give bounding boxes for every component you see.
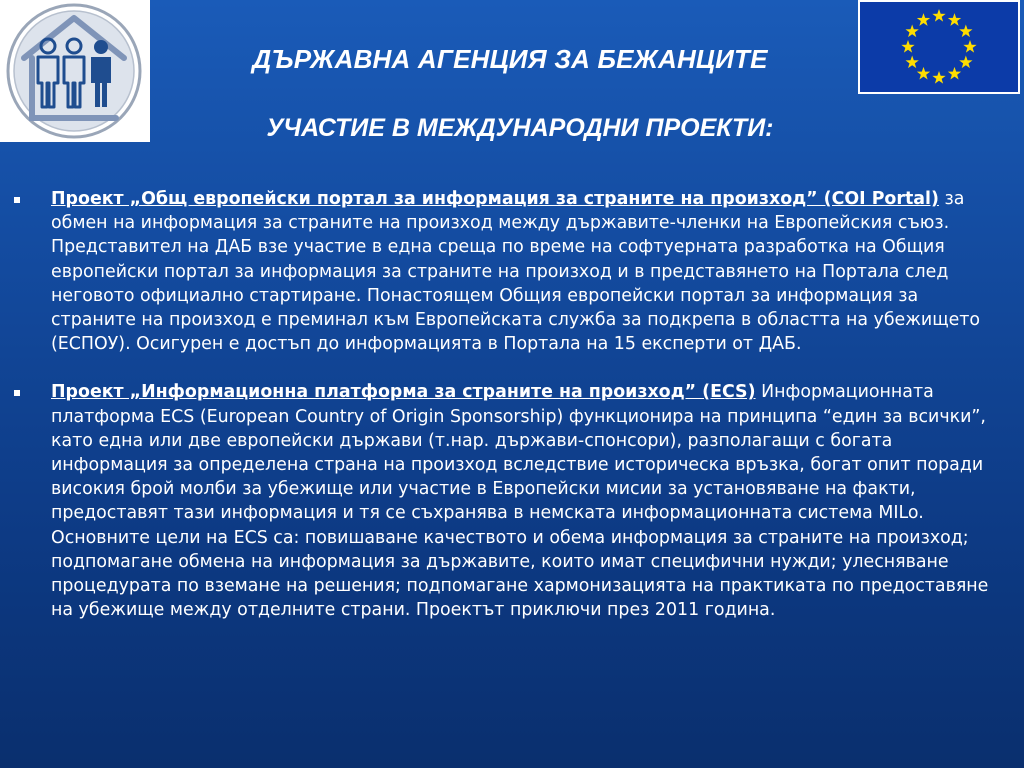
bullet-square-icon [14, 197, 20, 203]
page-subtitle: УЧАСТИЕ В МЕЖДУНАРОДНИ ПРОЕКТИ: [266, 114, 774, 142]
project-link-ecs[interactable]: Проект „Информационна платформа за страните на произход” (ECS) [51, 382, 756, 403]
list-item [0, 380, 1024, 622]
project-link-coi-portal[interactable]: Проект „Общ европейски портал за информация за страните на произход” (COI Portal) [51, 189, 939, 209]
bullet-square-icon [14, 390, 20, 396]
agency-logo [0, 0, 150, 142]
project-list [0, 187, 1024, 622]
page-title: ДЪРЖАВНА АГЕНЦИЯ ЗА БЕЖАНЦИТЕ [252, 44, 768, 74]
eu-flag-icon [858, 0, 1020, 94]
refugee-agency-logo-icon [0, 0, 150, 142]
list-item [0, 187, 1024, 356]
eu-flag [858, 0, 1020, 94]
project-description: Информационната платформа ECS (European Country of Origin Sponsorship) функционира на принципа “един за всички”, като една или две европейски държави (т.нар. държави-спонсори), разполагащи с богата информация за определена страна на произход вследствие историческа връзка, богат опит поради високия брой молби за убежище или участие в Европейски мисии за установяване на факти, предоставят тази информация и тя се съхранява в немската информационната система MILo. Основните цели на ECS са: повишаване качеството и обема информация за страните на произход; подпомагане обмена на информация за държавите, които имат специфични нужди; улесняване процедурата по вземане на решения; подпомагане хармонизацията на практиката по предоставяне на убежище между отделните страни. Проектът приключи през 2011 година. [51, 382, 989, 621]
project-description: за обмен на информация за страните на произход между държавите-членки на Европейския съюз. Представител на ДАБ взе участие в една среща по време на софтуерната разработка на Общия европейски портал за информация за страните на произход и в представянето на Портала след неговото официално стартиране. Понастоящем Общия европейски портал за информация за страните на произход е преминал към Европейската служба за подкрепа в областта на убежището (ЕСПОУ). Осигурен е достъп до информацията в Портала на 15 експерти от ДАБ. [51, 189, 981, 355]
